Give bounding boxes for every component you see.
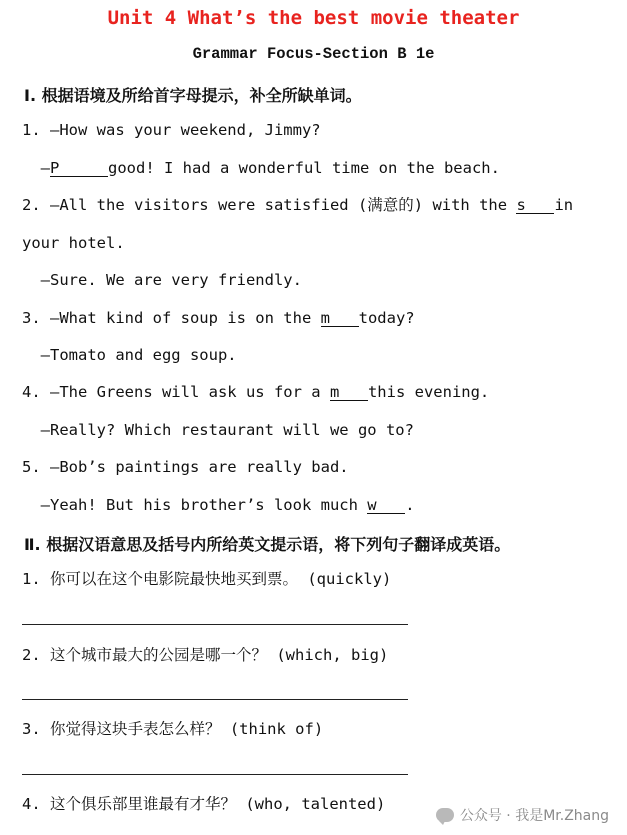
q4-question — [22, 382, 489, 402]
q5-question: 5. —Bob’s paintings are really bad. — [22, 458, 349, 476]
q1-answer-suffix: good! I had a wonderful time on the beach. — [108, 159, 500, 177]
page-subtitle: Grammar Focus-Section B 1e — [192, 45, 435, 63]
q3-blank[interactable]: m — [321, 310, 359, 327]
q1-question: 1. —How was your weekend, Jimmy? — [22, 121, 321, 139]
t1-answer-line[interactable] — [22, 624, 408, 625]
t2-prompt: 2. 这个城市最大的公园是哪一个？ (which, big) — [22, 646, 389, 664]
q5-blank[interactable]: w — [367, 497, 405, 514]
q1-blank[interactable]: P — [50, 160, 108, 177]
q3-answer: —Tomato and egg soup. — [22, 346, 237, 364]
q2-question-prefix: 2. —All the visitors were satisfied (满意的) with the — [22, 196, 517, 214]
q5-answer — [22, 495, 415, 515]
q2-answer: —Sure. We are very friendly. — [22, 271, 302, 289]
q2-question-continued: your hotel. — [22, 234, 125, 252]
q3-question-prefix: 3. —What kind of soup is on the — [22, 309, 321, 327]
t2-answer-line[interactable] — [22, 699, 408, 700]
q2-blank[interactable]: s — [516, 197, 554, 214]
q3-question — [22, 308, 415, 328]
q4-question-suffix: this evening. — [367, 383, 490, 401]
q4-blank[interactable]: m — [330, 384, 368, 401]
q4-question-prefix: 4. —The Greens will ask us for a — [22, 383, 330, 401]
q1-answer — [22, 158, 500, 178]
q1-answer-prefix: — — [22, 159, 50, 177]
watermark-text: 公众号 · 我是Mr.Zhang — [459, 808, 609, 824]
t4-prompt: 4. 这个俱乐部里谁最有才华？ (who, talented) — [22, 795, 386, 813]
q2-question-suffix: in — [554, 196, 574, 214]
q2-question — [22, 195, 573, 215]
t3-answer-line[interactable] — [22, 774, 408, 775]
q5-answer-suffix: . — [405, 496, 415, 514]
page-title: Unit 4 What’s the best movie theater — [107, 7, 520, 29]
q4-answer: —Really? Which restaurant will we go to? — [22, 421, 414, 439]
section1-heading: Ⅰ. 根据语境及所给首字母提示，补全所缺单词。 — [24, 86, 362, 105]
section2-heading: Ⅱ. 根据汉语意思及括号内所给英文提示语，将下列句子翻译成英语。 — [24, 535, 511, 554]
chat-bubble-icon — [436, 808, 454, 822]
watermark — [436, 805, 609, 825]
q5-answer-prefix: —Yeah! But his brother’s look much — [22, 496, 368, 514]
t1-prompt: 1. 你可以在这个电影院最快地买到票。 (quickly) — [22, 570, 392, 588]
q3-question-suffix: today? — [358, 309, 415, 327]
t3-prompt: 3. 你觉得这块手表怎么样？ (think of) — [22, 720, 324, 738]
